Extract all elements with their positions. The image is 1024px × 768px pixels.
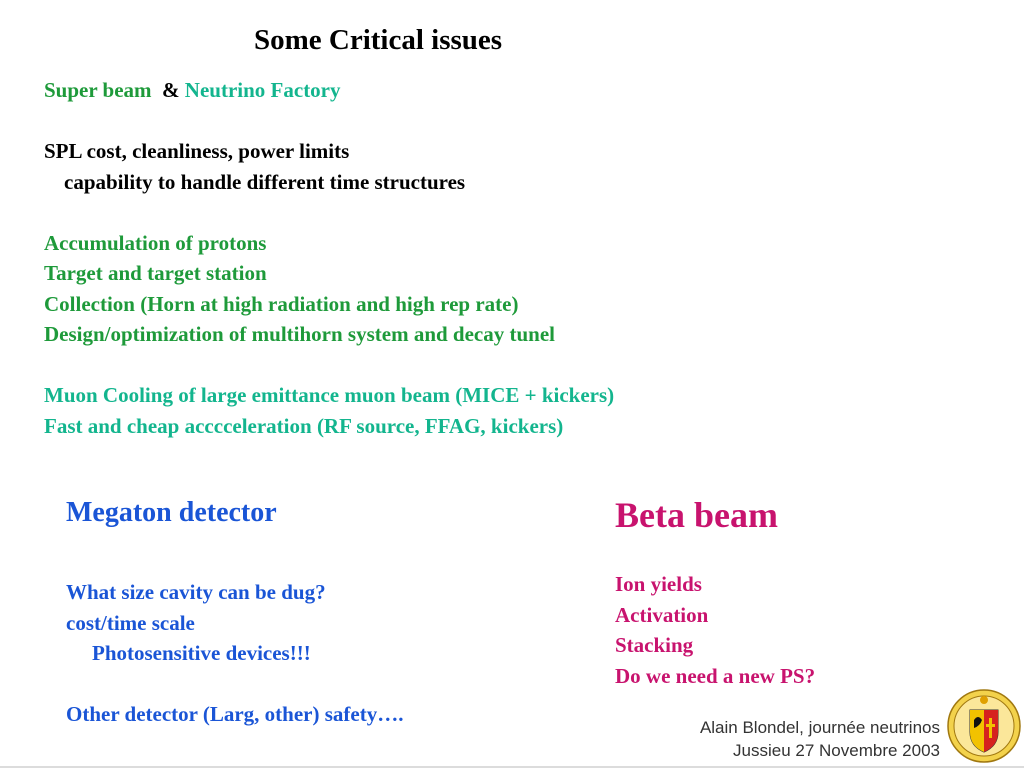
beta-item: Ion yields xyxy=(615,572,702,596)
neutrino-factory-label: Neutrino Factory xyxy=(184,78,341,102)
ampersand: & xyxy=(162,78,180,102)
megaton-item: cost/time scale xyxy=(66,610,195,635)
megaton-item: What size cavity can be dug? xyxy=(66,580,326,604)
beta-item: Stacking xyxy=(615,633,694,657)
slide-title: Some Critical issues xyxy=(254,24,503,56)
footer-venue: Jussieu 27 Novembre 2003 xyxy=(733,741,940,760)
megaton-list xyxy=(66,577,403,730)
beta-item: Do we need a new PS? xyxy=(615,663,816,688)
megaton-item: Photosensitive devices!!! xyxy=(92,641,311,665)
megaton-heading: Megaton detector xyxy=(66,497,277,528)
university-seal-icon xyxy=(946,688,1022,764)
green-item: Collection (Horn at high radiation and high rep rate) xyxy=(44,291,519,316)
beta-item: Activation xyxy=(615,602,709,627)
teal-item: Fast and cheap acccceleration (RF source, FFAG, kickers) xyxy=(44,413,564,438)
super-beam-label: Super beam xyxy=(44,78,152,102)
spl-line: SPL cost, cleanliness, power limits xyxy=(44,139,350,163)
beta-list xyxy=(615,569,815,691)
teal-item: Muon Cooling of large emittance muon beam (MICE + kickers) xyxy=(44,383,615,407)
spl-subline: capability to handle different time structures xyxy=(64,169,466,194)
footer-credit xyxy=(700,716,940,762)
footer-author: Alain Blondel, journée neutrinos xyxy=(699,718,940,737)
green-item: Design/optimization of multihorn system and decay tunel xyxy=(44,322,556,346)
beta-heading: Beta beam xyxy=(615,495,778,535)
green-item: Accumulation of protons xyxy=(44,230,267,255)
critical-issues-block xyxy=(44,75,614,441)
beam-options-line xyxy=(44,75,614,106)
megaton-item: Other detector (Larg, other) safety…. xyxy=(66,702,404,726)
green-item: Target and target station xyxy=(44,261,267,285)
